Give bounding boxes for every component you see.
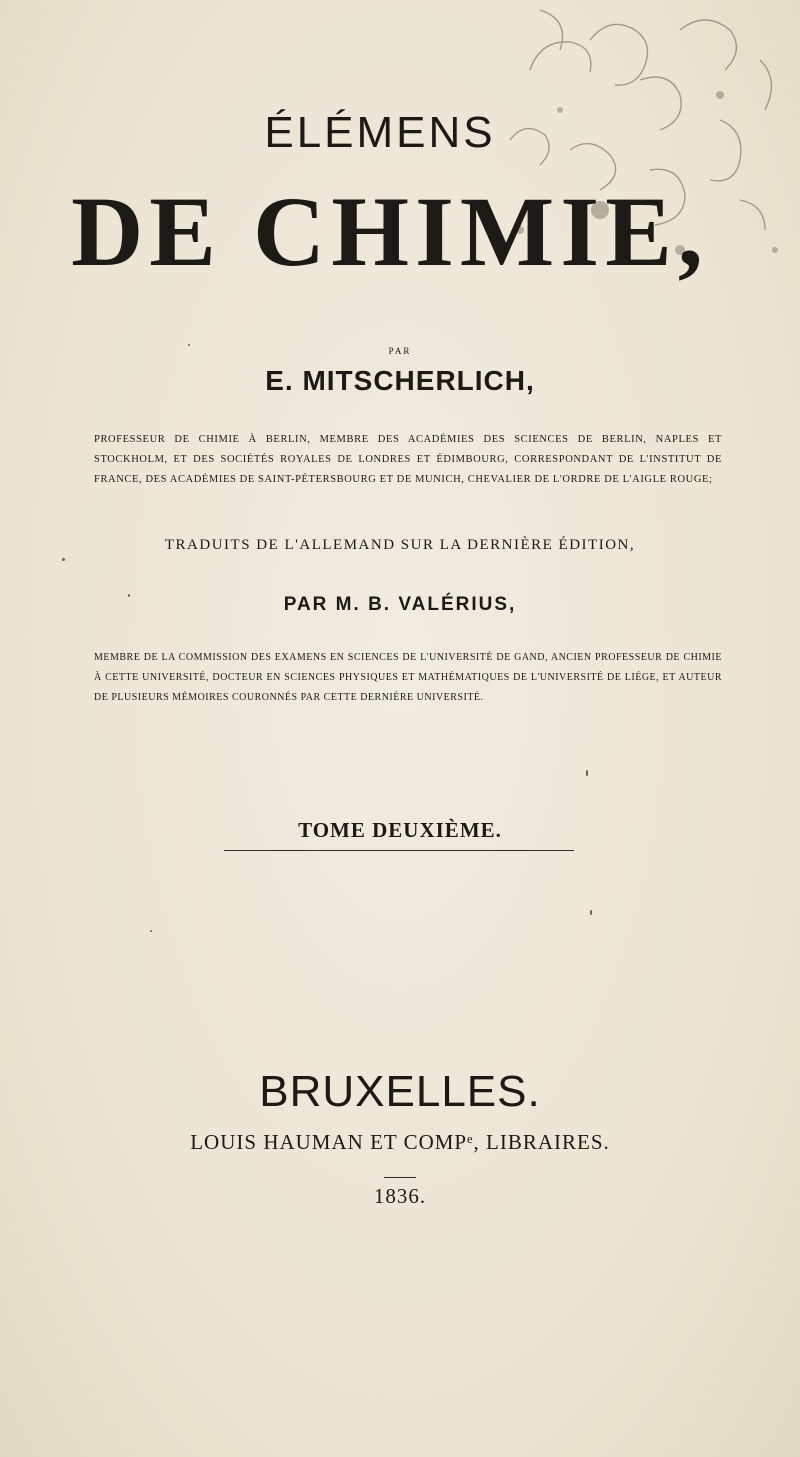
year-rule [384, 1177, 416, 1178]
translator-name: PAR M. B. VALÉRIUS, [283, 594, 517, 615]
author-par: PAR [388, 346, 412, 356]
volume-title: TOME DEUXIÈME. [298, 818, 502, 842]
volume-rule [224, 850, 574, 851]
paper-speck [128, 594, 130, 597]
translation-note: TRADUITS DE L'ALLEMAND SUR LA DERNIÈRE ÉDITION, [164, 537, 636, 553]
imprint-year: 1836. [373, 1184, 427, 1208]
paper-speck [590, 910, 592, 915]
title-line-elemens: ÉLÉMENS [264, 108, 496, 157]
author-name: E. MITSCHERLICH, [265, 365, 535, 396]
paper-speck [586, 770, 588, 776]
title-line-de-chimie: DE CHIMIE, [71, 176, 709, 287]
translator-credentials: MEMBRE DE LA COMMISSION DES EXAMENS EN SCIENCES DE L'UNIVERSITÉ DE GAND, ANCIEN PROFESSEUR DE CHIMIE À CETTE UNIVERSITÉ, DOCTEUR EN SCIENCES PHYSIQUES ET MATHÉMATIQUES DE L'UNIVERSITÉ DE LIÉGE, ET AUTEUR DE PLUSIEURS MÉMOIRES COURONNÉS PAR CETTE DERNIÈRE UNIVERSITÉ. [94, 652, 722, 703]
imprint-publisher: LOUIS HAUMAN ET COMPᵉ, LIBRAIRES. [190, 1130, 610, 1154]
paper-speck [150, 930, 152, 932]
author-credentials: PROFESSEUR DE CHIMIE À BERLIN, MEMBRE DES ACADÉMIES DES SCIENCES DE BERLIN, NAPLES ET STOCKHOLM, ET DES SOCIÉTÉS ROYALES DE LONDRES ET ÉDIMBOURG, CORRESPONDANT DE L'INSTITUT DE FRANCE, DES ACADÉMIES DE SAINT-PÉTERSBOURG ET DE MUNICH, CHEVALIER DE L'ORDRE DE L'AIGLE ROUGE; [94, 434, 722, 485]
paper-speck [62, 558, 65, 561]
paper-speck [188, 344, 190, 346]
imprint-city: BRUXELLES. [259, 1067, 541, 1116]
